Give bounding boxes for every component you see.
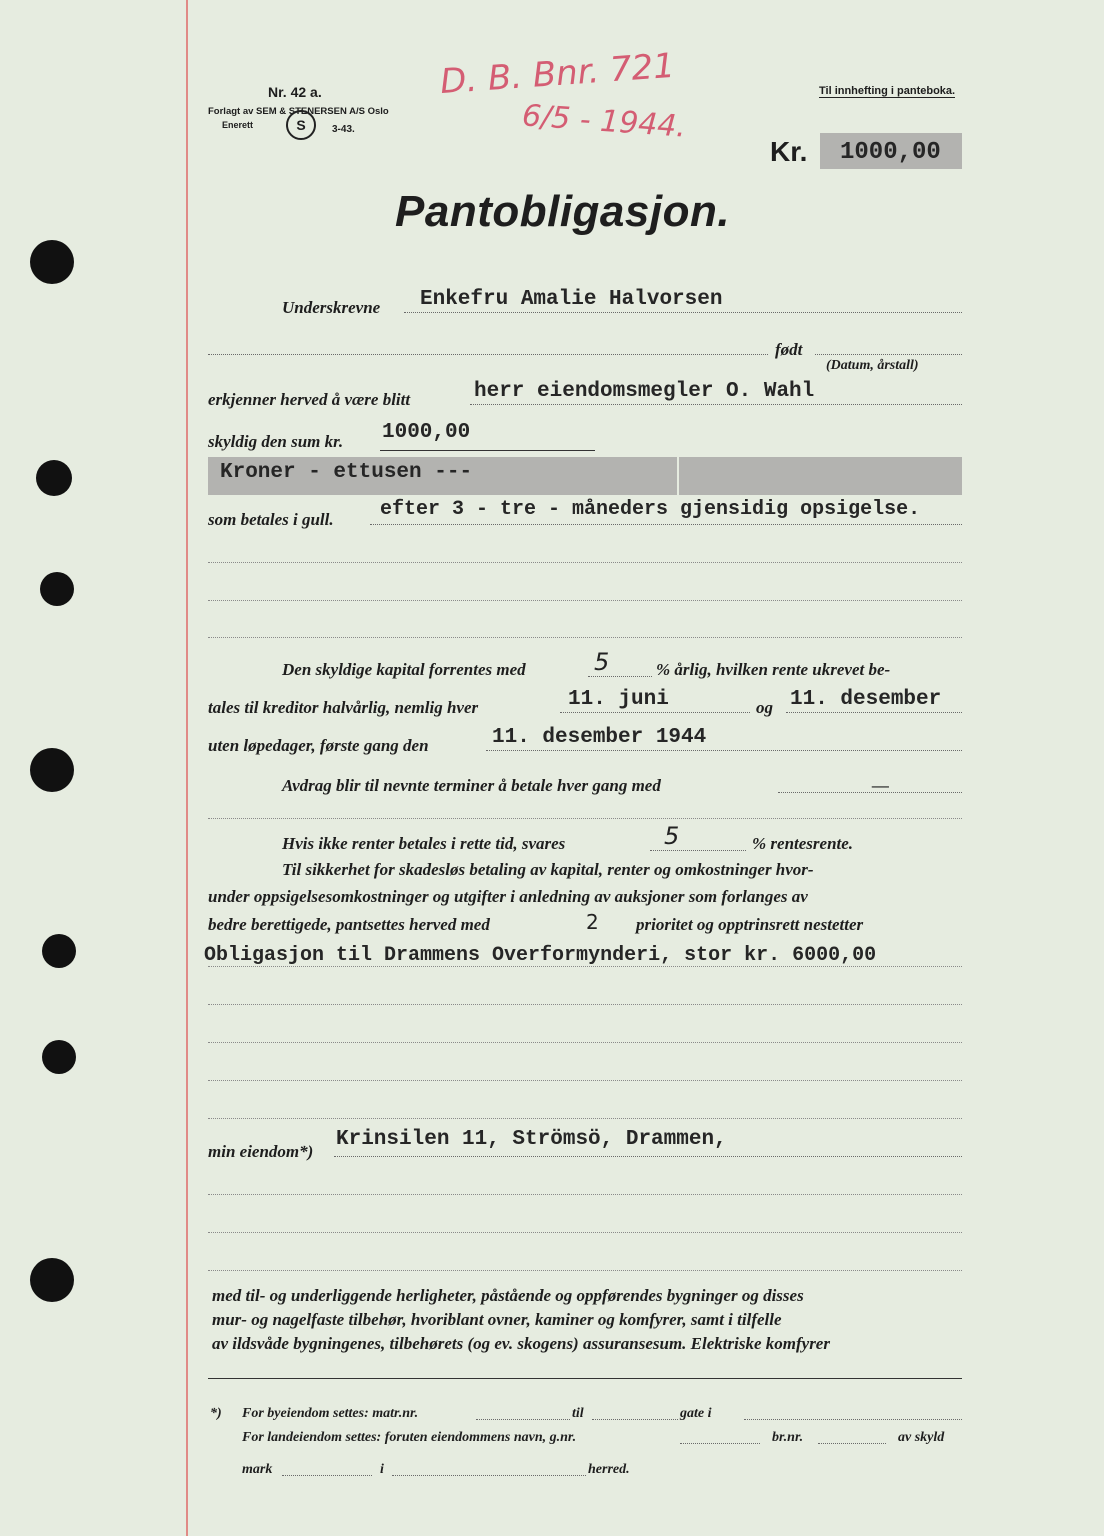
amount-label: Kr. — [770, 136, 808, 167]
sum-words-band-divider — [677, 457, 679, 495]
punch-hole — [42, 1040, 76, 1074]
footnote-city-label: For byeiendom settes: matr.nr. — [242, 1406, 419, 1421]
undersigned-name: Enkefru Amalie Halvorsen — [420, 288, 723, 311]
sum-numeric: 1000,00 — [382, 421, 471, 444]
property-address: Krinsilen 11, Strömsö, Drammen, — [336, 1128, 727, 1151]
punch-hole — [30, 748, 74, 792]
filing-note: Til innhefting i panteboka. — [819, 85, 956, 97]
footnote-i-label: i — [380, 1462, 384, 1477]
footnote-dots — [476, 1419, 570, 1420]
blank-line — [208, 1194, 962, 1195]
undersigned-line — [404, 312, 962, 313]
amount-value: 1000,00 — [840, 139, 941, 166]
born-line-2 — [815, 354, 962, 355]
footnote-marker: *) — [210, 1406, 222, 1421]
punch-hole — [40, 572, 74, 606]
property-label: min eiendom*) — [208, 1142, 314, 1161]
closing-clause-2: mur- og nagelfaste tilbehør, hvoriblant ovner, kaminer og komfyrer, samt i tilfelle — [212, 1310, 782, 1329]
undersigned-label: Underskrevne — [282, 298, 381, 317]
blank-line — [208, 562, 962, 563]
payable-label: som betales i gull. — [208, 510, 334, 529]
first-payment-date: 11. desember 1944 — [492, 726, 707, 749]
blank-line — [208, 1118, 962, 1119]
punch-hole — [42, 934, 76, 968]
acknowledge-label: erkjenner herved å være blitt — [208, 390, 411, 409]
security-clause-1: Til sikkerhet for skadesløs betaling av kapital, renter og omkostninger hvor- — [282, 860, 814, 879]
date-two-line — [786, 712, 962, 713]
interest-rate-line — [588, 676, 652, 677]
interest-label-2: % årlig, hvilken rente ukrevet be- — [656, 660, 891, 679]
blank-line — [208, 966, 962, 967]
late-rate: 5 — [664, 822, 680, 850]
margin-rule — [186, 0, 188, 1536]
footnote-herred-label: herred. — [588, 1462, 630, 1477]
blank-line — [208, 1232, 962, 1233]
instalment-value: — — [872, 776, 889, 795]
blank-line — [208, 1042, 962, 1043]
closing-clause-1: med til- og underliggende herligheter, påstående og oppførendes bygninger og disses — [212, 1286, 804, 1305]
property-line — [334, 1156, 962, 1157]
handwritten-reference: D. B. Bnr. 721 — [438, 45, 677, 103]
first-payment-label: uten løpedager, første gang den — [208, 736, 429, 755]
footnote-dots — [818, 1443, 886, 1444]
instalment-line — [778, 792, 962, 793]
interest-label: Den skyldige kapital forrentes med — [282, 660, 526, 679]
security-clause-3b: prioritet og opptrinsrett nestetter — [636, 915, 864, 934]
and-label: og — [756, 698, 773, 717]
blank-line — [208, 600, 962, 601]
form-number: Nr. 42 a. — [268, 84, 322, 100]
late-interest-label-2: % rentesrente. — [752, 834, 854, 853]
creditor-line — [470, 404, 962, 405]
footnote-rural-label: For landeiendom settes: foruten eiendommens navn, g.nr. — [242, 1430, 577, 1445]
publisher: Forlagt av SEM & STENERSEN A/S Oslo — [208, 106, 389, 117]
pledged-item: Obligasjon til Drammens Overformynderi, stor kr. 6000,00 — [204, 944, 877, 967]
pay-label: tales til kreditor halvårlig, nemlig hver — [208, 698, 479, 717]
blank-line — [208, 818, 962, 819]
interest-rate: 5 — [594, 648, 610, 676]
print-date: 3-43. — [332, 124, 355, 135]
born-label: født — [775, 340, 803, 359]
late-interest-label: Hvis ikke renter betales i rette tid, svares — [282, 834, 566, 853]
footnote-mark-label: mark — [242, 1462, 273, 1477]
punch-hole — [36, 460, 72, 496]
footnote-dots — [744, 1419, 962, 1420]
date-one-line — [560, 712, 750, 713]
late-rate-line — [650, 850, 746, 851]
born-line — [208, 354, 768, 355]
security-clause-2: under oppsigelsesomkostninger og utgifter i anledning av auksjoner som forlanges av — [208, 887, 808, 906]
owing-label: skyldig den sum kr. — [208, 432, 344, 451]
date-two: 11. desember — [790, 688, 942, 711]
security-clause-3: bedre berettigede, pantsettes herved med — [208, 915, 490, 934]
blank-line — [208, 637, 962, 638]
sum-underline — [380, 450, 595, 451]
handwritten-date: 6/5 - 1944. — [520, 98, 688, 145]
first-payment-line — [486, 750, 962, 751]
punch-hole — [30, 1258, 74, 1302]
footnote-dots — [282, 1475, 372, 1476]
closing-clause-3: av ildsvåde bygningenes, tilbehørets (og ev. skogens) assuransesum. Elektriske komfyrer — [212, 1334, 830, 1353]
payable-line — [370, 524, 962, 525]
footnote-divider — [208, 1378, 962, 1379]
priority-number: 2 — [586, 910, 599, 934]
born-hint: (Datum, årstall) — [826, 358, 919, 373]
blank-line — [208, 1270, 962, 1271]
footnote-dots — [392, 1475, 586, 1476]
blank-line — [208, 1004, 962, 1005]
sum-words: Kroner - ettusen --- — [220, 461, 473, 484]
footnote-city-gate: gate i — [680, 1406, 712, 1421]
payable-terms: efter 3 - tre - måneders gjensidig opsigelse. — [380, 498, 921, 521]
punch-hole — [30, 240, 74, 284]
footnote-rural-brnr: br.nr. — [772, 1430, 804, 1445]
blank-line — [208, 1080, 962, 1081]
creditor-name: herr eiendomsmegler O. Wahl — [474, 380, 815, 403]
document-title: Pantobligasjon. — [395, 187, 731, 236]
date-one: 11. juni — [568, 688, 669, 711]
footnote-dots — [592, 1419, 678, 1420]
rights-note: Enerett — [222, 120, 254, 130]
publisher-logo-icon: S — [286, 110, 316, 140]
instalment-label: Avdrag blir til nevnte terminer å betale hver gang med — [282, 776, 661, 795]
footnote-city-til: til — [572, 1406, 584, 1421]
footnote-rural-skyld: av skyld — [898, 1430, 945, 1445]
footnote-dots — [680, 1443, 760, 1444]
